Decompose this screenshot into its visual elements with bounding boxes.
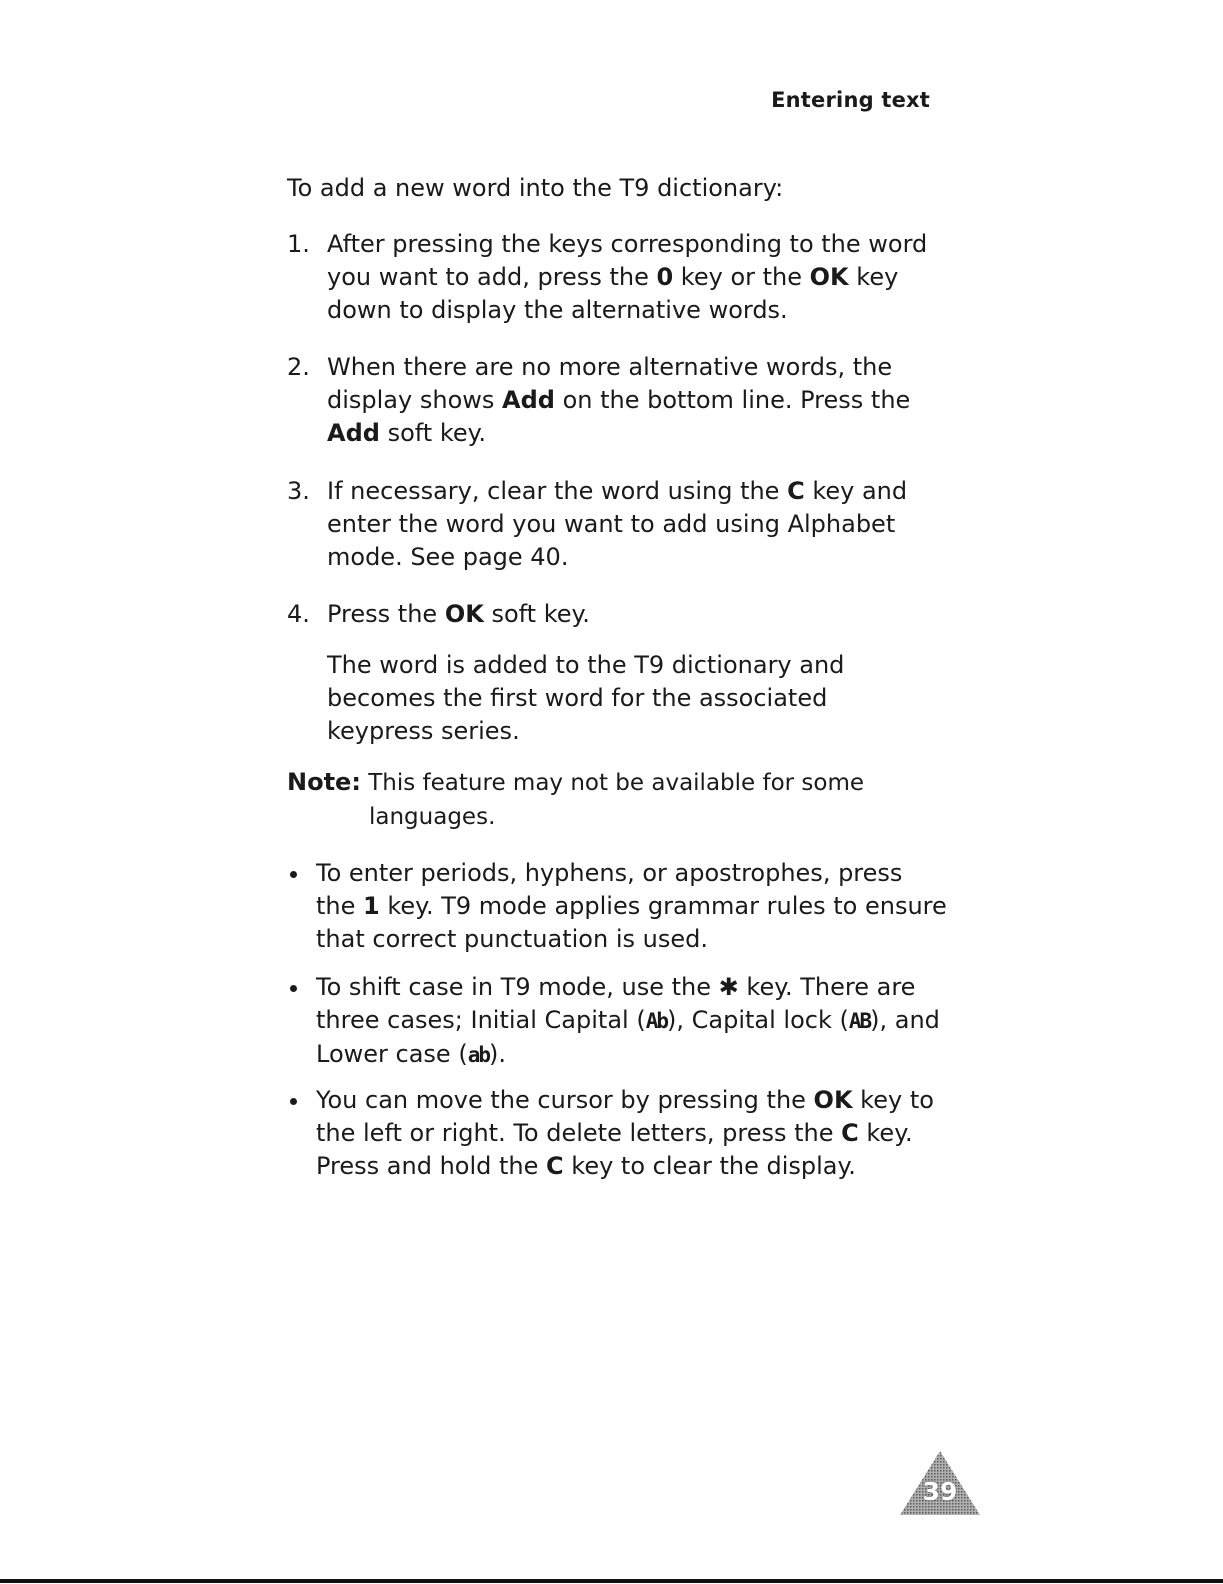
list-item [287,857,947,956]
lower-case-icon: ab [467,1043,489,1067]
step-2 [287,351,947,450]
bullet-3 [287,1084,947,1183]
steps-list-3 [287,475,947,574]
step-text: soft key. [379,419,487,447]
steps-list-4 [287,598,947,748]
step-4-followup [287,649,867,748]
step-3 [287,475,947,574]
step-number: 2. [287,353,310,381]
bullet-dot [290,985,297,992]
steps-list-2 [287,351,947,450]
bullet-dot [290,1098,297,1105]
key-name: OK [809,263,849,291]
bullet-text: key to clear the display. [563,1152,856,1180]
step-number: 3. [287,477,310,505]
key-name: C [841,1119,859,1147]
bullet-text: You can move the cursor by pressing the [316,1086,814,1114]
note-colon: : [351,768,361,796]
step-text: key and enter the word you want to add using Alphabet mode. See page 40. [327,477,908,571]
bottom-border [0,1579,1223,1583]
page-number-badge [898,1449,982,1517]
note-line-2: languages. [369,804,496,830]
initial-capital-icon: Ab [645,1009,667,1033]
note-block [287,765,927,834]
note-label: Note [287,768,352,796]
key-name: C [546,1152,564,1180]
step-text: soft key. [483,600,590,628]
step-text: After pressing the keys corresponding to the word you want to add, press the [327,230,928,291]
key-name: Add [327,419,380,447]
step-text: If necessary, clear the word using the [327,477,788,505]
star-key-icon: ✱ [718,973,739,1001]
bullet-text: ), and Lower case ( [316,1006,940,1068]
capital-lock-icon: AB [848,1009,871,1033]
intro-text: To add a new word into the T9 dictionary: [287,174,784,202]
bullet-1 [287,857,947,956]
page-number: 39 [922,1477,958,1506]
step-text: Press the [327,600,445,628]
bullet-text: ). [488,1040,506,1068]
step-text: When there are no more alternative words, the display shows [327,353,893,414]
step-text: key down to display the alternative words. [327,263,899,324]
bullet-text: ), Capital lock ( [667,1006,849,1034]
step-number: 4. [287,600,310,628]
key-name: 0 [656,263,674,291]
key-name: C [787,477,805,505]
step-text: key or the [673,263,810,291]
followup-text: The word is added to the T9 dictionary and becomes the first word for the associated keypress series. [327,651,845,745]
step-number: 1. [287,230,310,258]
bullet-text: key to the left or right. To delete letters, press the [316,1086,934,1147]
step-text: on the bottom line. Press the [554,386,911,414]
steps-list [287,228,947,327]
bullet-text: To shift case in T9 mode, use the [316,973,719,1001]
bullet-text: key. T9 mode applies grammar rules to ensure that correct punctuation is used. [316,892,947,953]
key-name: 1 [363,892,380,920]
key-name: OK [444,600,484,628]
step-4 [287,598,947,631]
list-item [287,1084,947,1183]
key-name: OK [813,1086,853,1114]
list-item [287,971,947,1072]
key-name: Add [502,386,555,414]
page-header-title: Entering text [771,88,930,112]
step-1 [287,228,947,327]
bullet-2 [287,971,947,1072]
bullet-text: key. Press and hold the [316,1119,913,1180]
note-line-1: This feature may not be available for some [360,770,865,796]
bullet-text: To enter periods, hyphens, or apostrophes, press the [316,859,903,920]
bullet-text: key. There are three cases; Initial Capital ( [316,973,916,1034]
bullet-dot [290,871,297,878]
